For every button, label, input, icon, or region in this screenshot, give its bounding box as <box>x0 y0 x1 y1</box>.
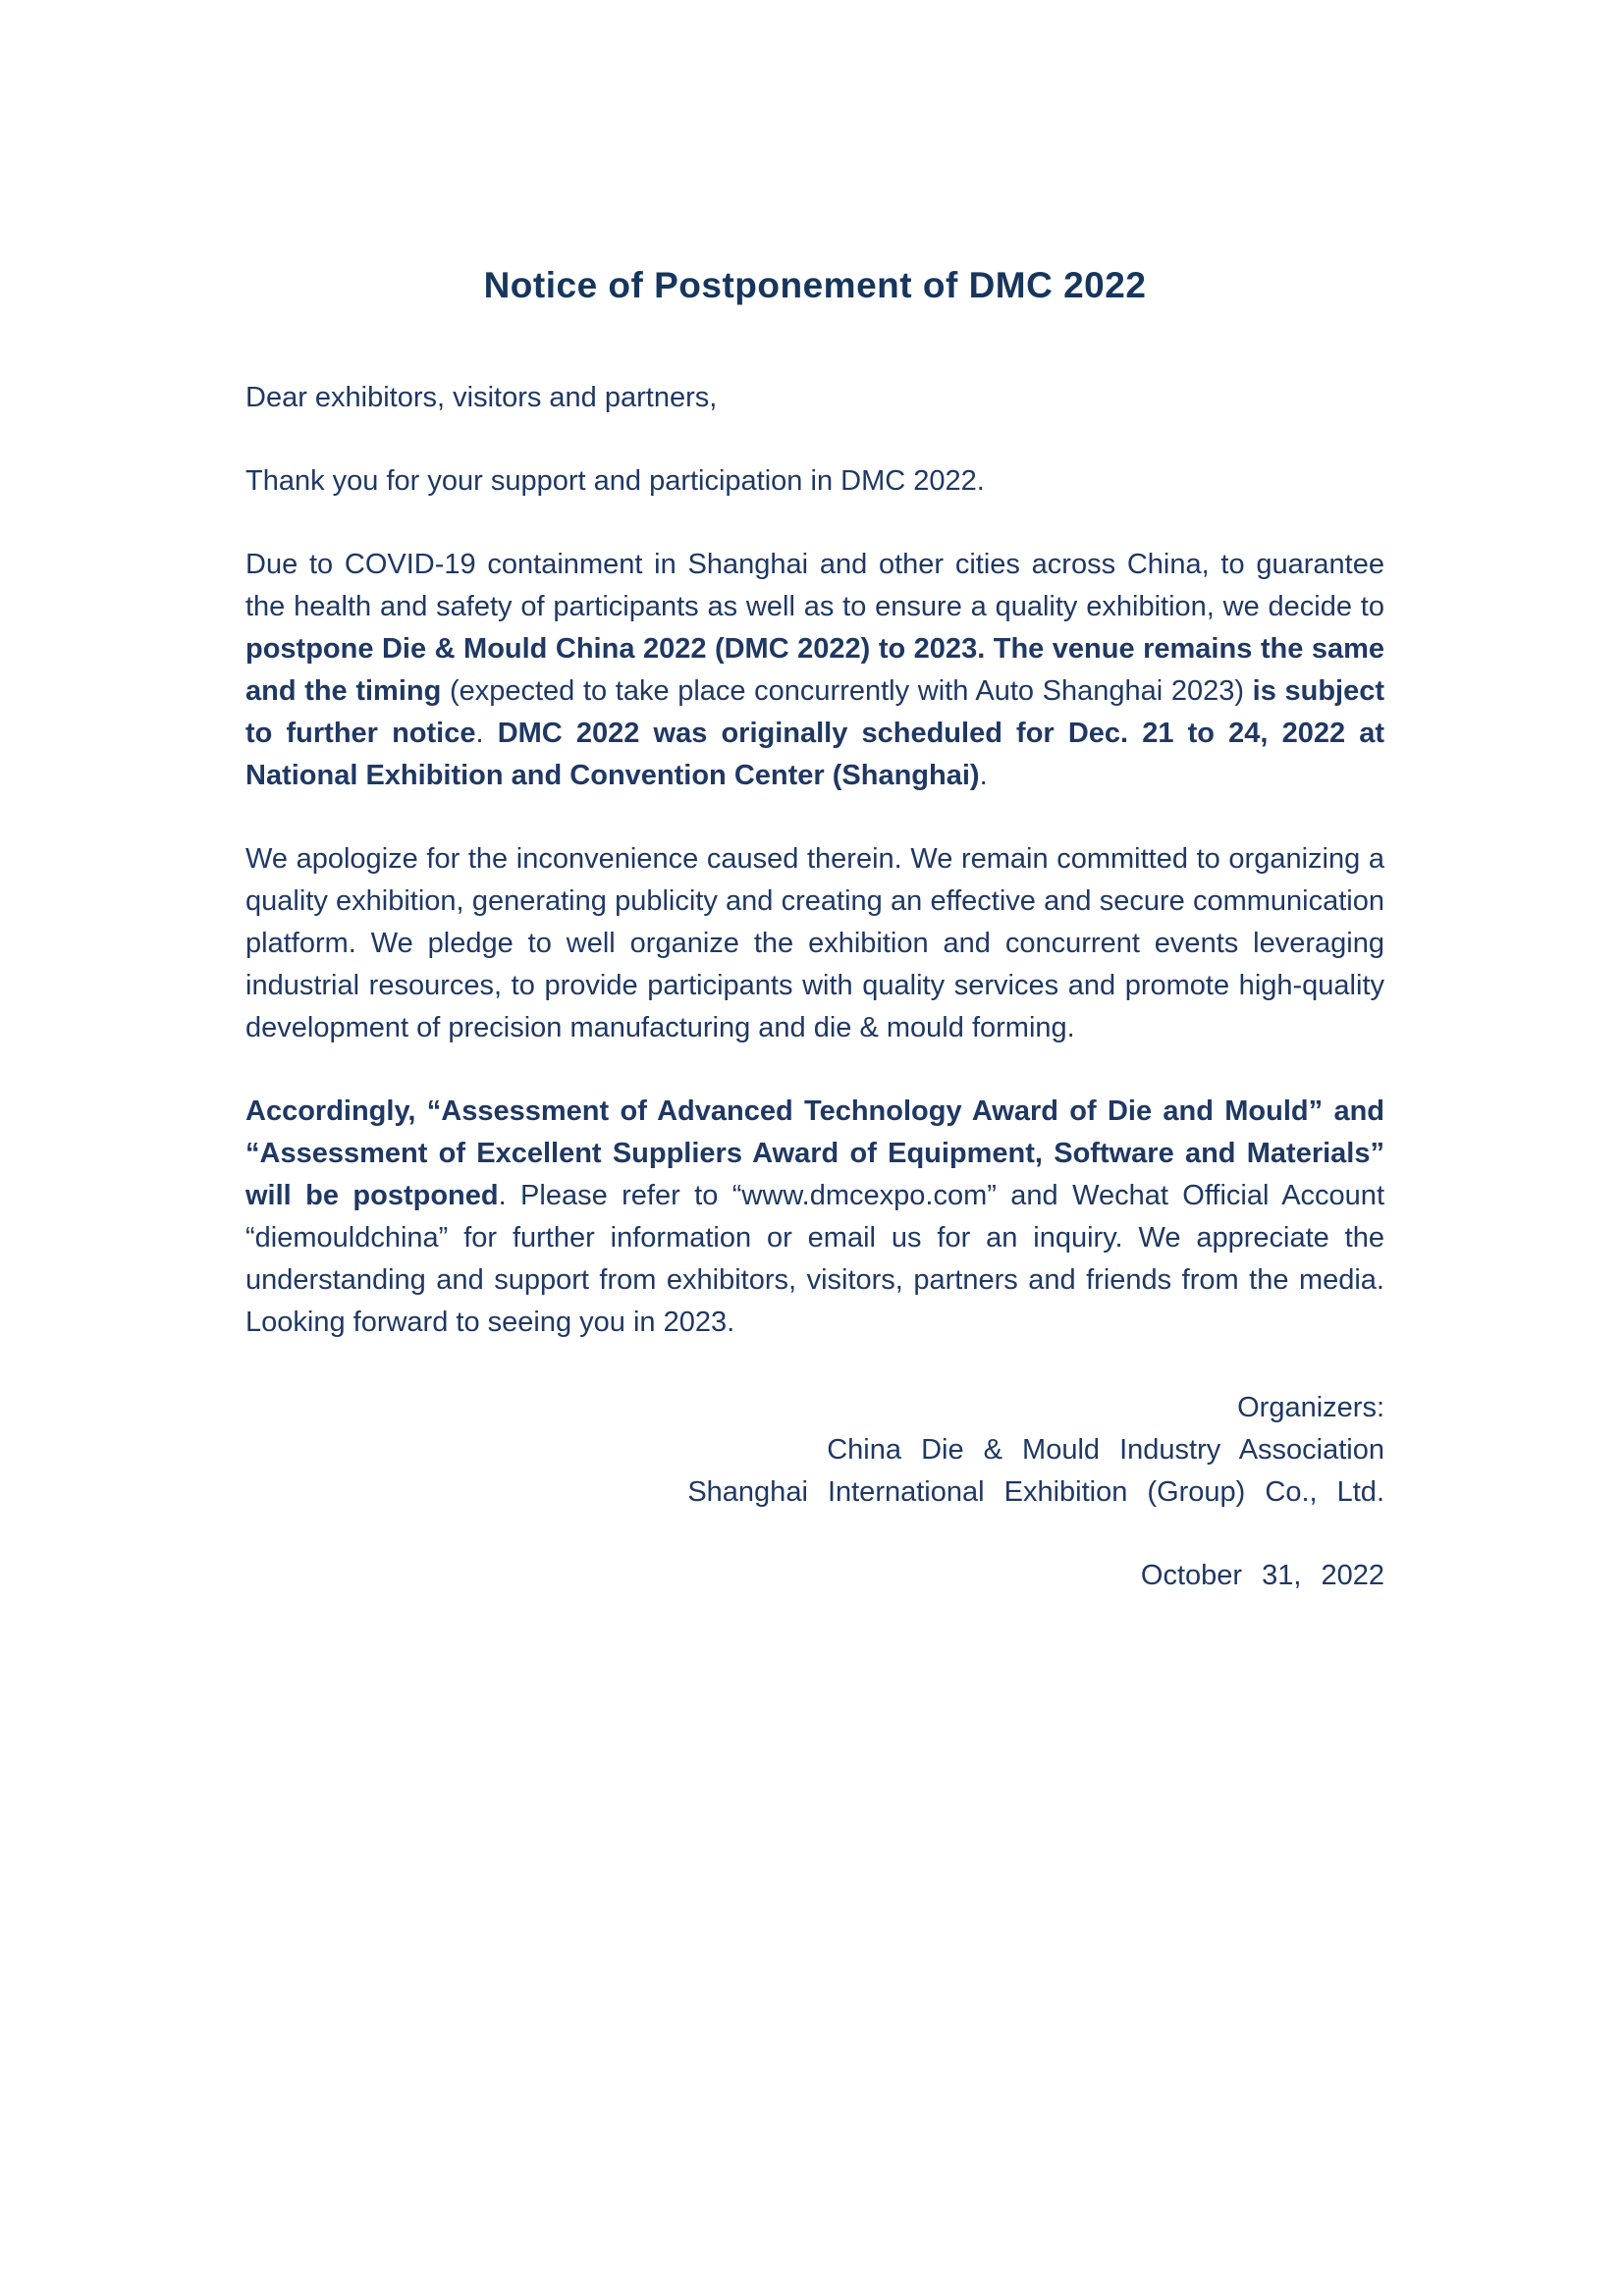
document-title: Notice of Postponement of DMC 2022 <box>483 265 1147 305</box>
organizer-line-1: China Die & Mould Industry Association <box>827 1434 1384 1466</box>
text-segment-bold: is subject to further notice <box>245 675 1385 749</box>
document-date: October 31, 2022 <box>1140 1560 1384 1591</box>
paragraph-awards <box>245 1091 1384 1344</box>
organizers-label: Organizers: <box>1237 1392 1384 1423</box>
organizer-line-2: Shanghai International Exhibition (Group) Co., Ltd. <box>687 1476 1384 1508</box>
text-segment: . Please refer to “www.dmcexpo.com” and Wechat Official Account “diemouldchina” for further information or email us for an inquiry. We appreciate the understanding and support from exhibitors, visitors, partners and friends from the media. Looking forward to seeing you in 2023. <box>245 1180 1384 1338</box>
thanks-line: Thank you for your support and participation in DMC 2022. <box>245 465 985 497</box>
paragraph-postponement <box>245 544 1384 797</box>
text-segment: Due to COVID-19 containment in Shanghai and other cities across China, to guarantee the health and safety of participants as well as to ensure a quality exhibition, we decide to <box>245 549 1384 622</box>
text-segment: . <box>475 718 498 749</box>
text-segment: (expected to take place concurrently with Auto Shanghai 2023) <box>449 675 1253 707</box>
text-segment-bold: postpone Die & Mould China 2022 (DMC 2022) to 2023. The venue remains the same and the timing <box>245 633 1384 707</box>
text-segment-bold: Accordingly, “Assessment of Advanced Technology Award of Die and Mould” and “Assessment of Excellent Suppliers Award of Equipment, Software and Materials” will be postponed <box>245 1095 1384 1211</box>
text-segment-bold: DMC 2022 was originally scheduled for Dec. 21 to 24, 2022 at National Exhibition and Convention Center (Shanghai) <box>245 718 1384 791</box>
closing-block <box>245 1387 1384 1597</box>
text-segment: . <box>979 760 988 791</box>
paragraph-apology: We apologize for the inconvenience caused therein. We remain committed to organizing a quality exhibition, generating publicity and creating an effective and secure communication platform. We pledge to well organize the exhibition and concurrent events leveraging industrial resources, to provide participants with quality services and promote high-quality development of precision manufacturing and die & mould forming. <box>245 843 1384 1043</box>
salutation-line: Dear exhibitors, visitors and partners, <box>245 382 718 413</box>
document-content <box>245 0 1384 1597</box>
